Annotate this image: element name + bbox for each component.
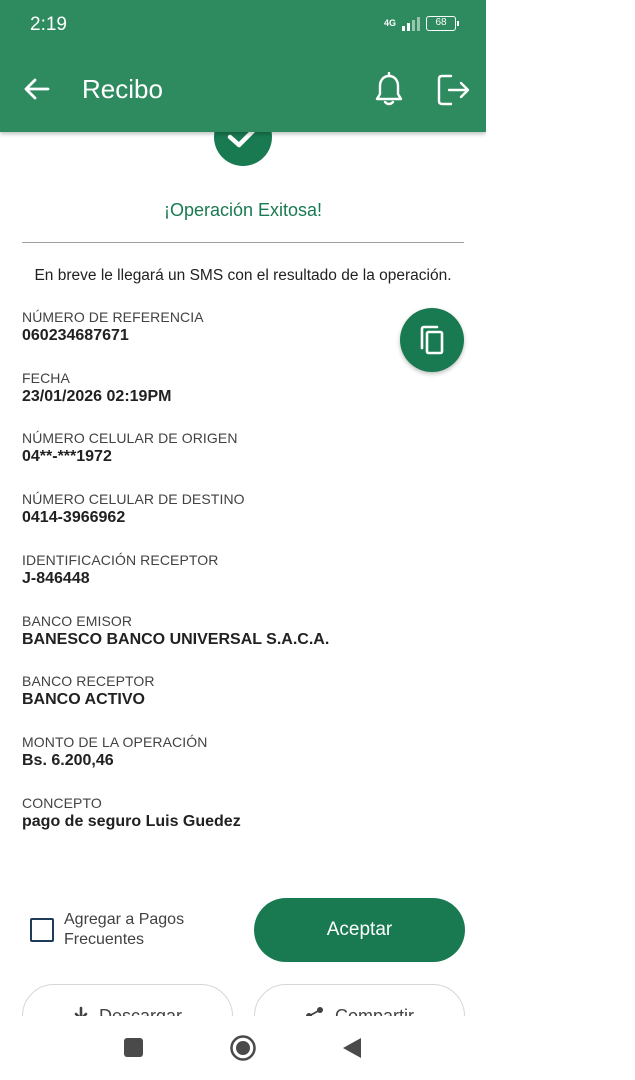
status-icons	[384, 16, 456, 31]
field-label: CONCEPTO	[22, 795, 102, 811]
field-value: BANESCO BANCO UNIVERSAL S.A.C.A.	[22, 631, 330, 648]
field-value: Bs. 6.200,46	[22, 752, 114, 769]
logout-button[interactable]	[436, 72, 472, 108]
copy-reference-button[interactable]	[400, 308, 464, 372]
field-label: IDENTIFICACIÓN RECEPTOR	[22, 552, 219, 568]
sms-notice: En breve le llegará un SMS con el resultado de la operación.	[34, 267, 452, 284]
field-label: NÚMERO DE REFERENCIA	[22, 309, 204, 325]
network-indicator: 4G	[383, 18, 396, 28]
bell-icon	[373, 72, 405, 108]
field-reference	[22, 309, 204, 345]
field-value: 060234687671	[22, 327, 129, 344]
frequent-label-line1: Agregar a Pagos	[64, 911, 185, 928]
success-message: ¡Operación Exitosa!	[163, 200, 323, 220]
frequent-payments-option[interactable]	[30, 910, 184, 950]
battery-icon: 68	[426, 16, 456, 31]
status-time: 2:19	[30, 14, 67, 35]
field-label: FECHA	[22, 370, 70, 386]
field-label: NÚMERO CELULAR DE DESTINO	[22, 491, 245, 507]
field-label: BANCO EMISOR	[22, 613, 133, 629]
field-value: 0414-3966962	[22, 509, 126, 526]
field-destination-phone	[22, 491, 245, 527]
system-back-button[interactable]	[341, 1036, 363, 1060]
field-value: BANCO ACTIVO	[22, 691, 145, 708]
recents-button[interactable]	[124, 1038, 143, 1057]
field-value: 04**-***1972	[22, 448, 112, 465]
arrow-left-icon	[22, 74, 52, 104]
logout-icon	[436, 72, 472, 108]
system-navigation-bar	[0, 1016, 486, 1080]
frequent-label-line2: Frecuentes	[64, 931, 145, 948]
field-value: pago de seguro Luis Guedez	[22, 813, 241, 830]
field-label: NÚMERO CELULAR DE ORIGEN	[22, 430, 238, 446]
divider	[22, 242, 464, 243]
field-issuer-bank	[22, 613, 329, 649]
field-receiver-bank	[22, 673, 155, 709]
field-concept	[22, 795, 241, 831]
accept-button[interactable]: Aceptar	[254, 898, 465, 962]
app-bar	[0, 0, 486, 132]
field-value: J-846448	[22, 570, 90, 587]
frequent-payments-label	[64, 910, 184, 950]
field-origin-phone	[22, 430, 238, 466]
field-receiver-id	[22, 552, 219, 588]
field-label: MONTO DE LA OPERACIÓN	[22, 734, 208, 750]
field-amount	[22, 734, 207, 770]
signal-icon	[402, 17, 420, 31]
field-label: BANCO RECEPTOR	[22, 673, 155, 689]
home-button[interactable]	[229, 1034, 257, 1062]
copy-icon	[417, 324, 447, 356]
back-button[interactable]	[22, 74, 52, 104]
notifications-button[interactable]	[373, 72, 405, 108]
field-date	[22, 370, 171, 406]
page-title: Recibo	[82, 74, 163, 104]
field-value: 23/01/2026 02:19PM	[22, 388, 172, 405]
frequent-payments-checkbox[interactable]	[30, 918, 54, 942]
